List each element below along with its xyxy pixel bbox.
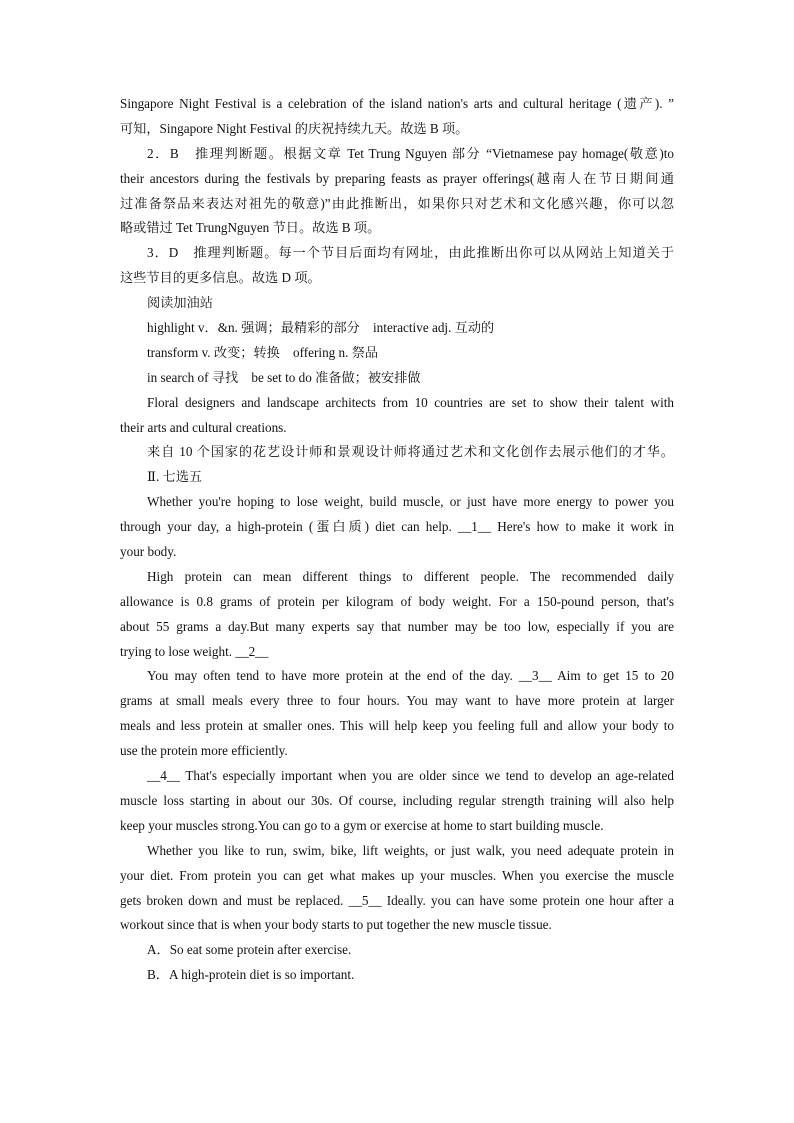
answer-2-conclusion: 略或错过 Tet TrungNguyen 节日。故选 B 项。 — [120, 220, 381, 236]
passage-paragraph-4: muscle loss starting in about our 30s. Of course, including regular strength training will also help — [120, 792, 674, 808]
vocab-item: transform v. 改变；转换 offering n. 祭品 — [147, 344, 379, 360]
option-b: B．A high-protein diet is so important. — [147, 967, 355, 983]
passage-paragraph-2: High protein can mean different things to different people. The recommended daily — [147, 568, 674, 584]
answer-2-text: their ancestors during the festivals by preparing feasts as prayer offerings(越南人在节日期间通 — [120, 170, 674, 186]
document-page — [120, 92, 674, 988]
passage-paragraph-4: __4__ That's especially important when you are older since we tend to develop an age-related — [147, 768, 674, 784]
answer-3-text: 3．D 推理判断题。每一个节目后面均有网址，由此推断出你可以从网站上知道关于 — [147, 245, 674, 261]
vocab-heading: 阅读加油站 — [147, 295, 213, 311]
passage-paragraph-3: use the protein more efficiently. — [120, 743, 288, 759]
passage-paragraph-5: gets broken down and must be replaced. __5__ Ideally. you can have some protein one hour after a — [120, 892, 674, 908]
passage-paragraph-1: Whether you're hoping to lose weight, build muscle, or just have more energy to power you — [147, 494, 674, 510]
passage-paragraph-1: your body. — [120, 544, 177, 560]
answer-1-text: Singapore Night Festival is a celebration of the island nation's arts and cultural heritage (遗产). ” — [120, 96, 674, 111]
vocab-item: in search of 寻找 be set to do 准备做；被安排做 — [147, 369, 421, 385]
passage-paragraph-1: through your day, a high-protein (蛋白质) diet can help. __1__ Here's how to make it work in — [120, 519, 674, 535]
passage-paragraph-2: about 55 grams a day.But many experts say that number may be too low, especially if you are — [120, 618, 674, 634]
answer-2-text: 过准备祭品来表达对祖先的敬意)”由此推断出，如果你只对艺术和文化感兴趣，你可以忽 — [120, 195, 674, 211]
option-a: A．So eat some protein after exercise. — [147, 942, 352, 958]
section-heading: Ⅱ. 七选五 — [147, 469, 203, 485]
vocab-item: highlight v．&n. 强调；最精彩的部分 interactive adj. 互动的 — [147, 320, 495, 336]
passage-paragraph-2: allowance is 0.8 grams of protein per kilogram of body weight. For a 150-pound person, that's — [120, 593, 674, 609]
passage-paragraph-5: workout since that is when your body starts to put together the new muscle tissue. — [120, 917, 552, 933]
answer-1-conclusion: 可知，Singapore Night Festival 的庆祝持续九天。故选 B 项。 — [120, 120, 469, 136]
example-translation: 来自 10 个国家的花艺设计师和景观设计师将通过艺术和文化创作去展示他们的才华。 — [147, 444, 674, 460]
example-sentence: their arts and cultural creations. — [120, 419, 287, 435]
example-sentence: Floral designers and landscape architects from 10 countries are set to show their talent with — [147, 394, 674, 410]
passage-paragraph-5: Whether you like to run, swim, bike, lift weights, or just walk, you need adequate protein in — [147, 842, 674, 858]
passage-paragraph-4: keep your muscles strong.You can go to a gym or exercise at home to start building muscle. — [120, 817, 604, 833]
answer-3-conclusion: 这些节目的更多信息。故选 D 项。 — [120, 270, 321, 286]
passage-paragraph-2: trying to lose weight. __2__ — [120, 643, 269, 659]
passage-paragraph-3: You may often tend to have more protein at the end of the day. __3__ Aim to get 15 to 20 — [147, 668, 674, 684]
passage-paragraph-5: your diet. From protein you can get what makes up your muscles. When you exercise the muscle — [120, 867, 674, 883]
passage-paragraph-3: grams at small meals every three to four hours. You may want to have more protein at larger — [120, 693, 674, 709]
passage-paragraph-3: meals and less protein at smaller ones. This will help keep you feeling full and allow your body to — [120, 718, 674, 734]
answer-2-text: 2．B 推理判断题。根据文章 Tet Trung Nguyen 部分 “Vietnamese pay homage(敬意)to — [147, 145, 674, 161]
